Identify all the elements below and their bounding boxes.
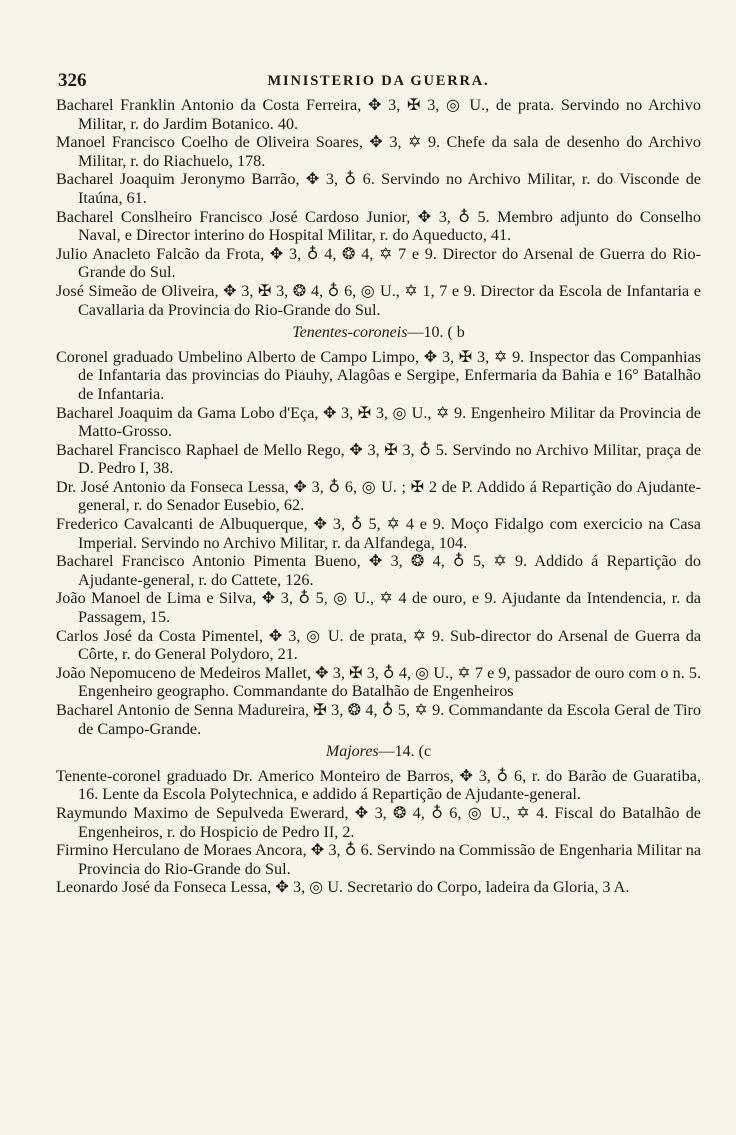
document-page bbox=[56, 68, 701, 897]
list-entry: João Manoel de Lima e Silva, ✥ 3, ♁ 5, ◎ U., ✡ 4 de ouro, e 9. Ajudante da Intendencia, r. da Passagem, 15. bbox=[56, 589, 701, 627]
list-entry: Manoel Francisco Coelho de Oliveira Soares, ✥ 3, ✡ 9. Chefe da sala de desenho do Archivo Militar, r. do Riachuelo, 178. bbox=[56, 133, 701, 170]
entries-section-b bbox=[56, 348, 701, 738]
section-heading-count: —14. (c bbox=[378, 743, 432, 761]
list-entry: José Simeão de Oliveira, ✥ 3, ✠ 3, ❂ 4, ♁ 6, ◎ U., ✡ 1, 7 e 9. Director da Escola de Infantaria e Cavallaria da Provincia do Rio-Grande do Sul. bbox=[56, 281, 701, 319]
list-entry: Frederico Cavalcanti de Albuquerque, ✥ 3, ♁ 5, ✡ 4 e 9. Moço Fidalgo com exercicio na Casa Imperial. Servindo no Archivo Militar, r. da Alfandega, 104. bbox=[56, 515, 701, 552]
section-heading-majores bbox=[56, 743, 701, 762]
list-entry: Bacharel Conslheiro Francisco José Cardoso Junior, ✥ 3, ♁ 5. Membro adjunto do Conselho Naval, e Director interino do Hospital Militar, r. do Aqueducto, 41. bbox=[56, 207, 701, 245]
section-heading-count: —10. ( b bbox=[407, 324, 465, 342]
list-entry: Julio Anacleto Falcão da Frota, ✥ 3, ♁ 4, ❂ 4, ✡ 7 e 9. Director do Arsenal de Guerra do Rio-Grande do Sul. bbox=[56, 244, 701, 282]
list-entry: Coronel graduado Umbelino Alberto de Campo Limpo, ✥ 3, ✠ 3, ✡ 9. Inspector das Companhias de Infantaria das provincias do Piauhy, Alagôas e Sergipe, Enfermaria da Bahia e 16° Batalhão de Infantaria. bbox=[56, 347, 701, 403]
list-entry: Bacharel Franklin Antonio da Costa Ferreira, ✥ 3, ✠ 3, ◎ U., de prata. Servindo no Archivo Militar, r. do Jardim Botanico. 40. bbox=[56, 96, 701, 133]
section-heading-title: Majores bbox=[325, 743, 379, 761]
list-entry: Carlos José da Costa Pimentel, ✥ 3, ◎ U. de prata, ✡ 9. Sub-director do Arsenal de Guerra da Côrte, r. do General Polydoro, 21. bbox=[56, 626, 701, 664]
page-number: 326 bbox=[58, 70, 87, 91]
list-entry: João Nepomuceno de Medeiros Mallet, ✥ 3, ✠ 3, ♁ 4, ◎ U., ✡ 7 e 9, passador de ouro com o n. 5. Engenheiro geographo. Commandante do Batalhão de Engenheiros bbox=[56, 663, 701, 701]
section-heading-title: Tenentes-coroneis bbox=[292, 324, 408, 342]
list-entry: Dr. José Antonio da Fonseca Lessa, ✥ 3, ♁ 6, ◎ U. ; ✠ 2 de P. Addido á Repartição do Ajudante-general, r. do Senador Eusebio, 62. bbox=[56, 477, 701, 515]
list-entry: Raymundo Maximo de Sepulveda Ewerard, ✥ 3, ❂ 4, ♁ 6, ◎ U., ✡ 4. Fiscal do Batalhão de Engenheiros, r. do Hospicio de Pedro II, 2. bbox=[56, 803, 701, 841]
list-entry: Bacharel Francisco Raphael de Mello Rego, ✥ 3, ✠ 3, ♁ 5. Servindo no Archivo Militar, praça de D. Pedro I, 38. bbox=[56, 440, 701, 478]
list-entry: Bacharel Joaquim Jeronymo Barrão, ✥ 3, ♁ 6. Servindo no Archivo Militar, r. do Visconde de Itaúna, 61. bbox=[56, 170, 701, 207]
running-head bbox=[56, 68, 701, 96]
list-entry: Leonardo José da Fonseca Lessa, ✥ 3, ◎ U. Secretario do Corpo, ladeira da Gloria, 3 A. bbox=[56, 878, 630, 897]
list-entry: Tenente-coronel graduado Dr. Americo Monteiro de Barros, ✥ 3, ♁ 6, r. do Barão de Guaratiba, 16. Lente da Escola Polytechnica, e addido á Repartição de Ajudante-general. bbox=[56, 766, 701, 804]
list-entry: Bacharel Antonio de Senna Madureira, ✠ 3, ❂ 4, ♁ 5, ✡ 9. Commandante da Escola Geral de Tiro de Campo-Grande. bbox=[56, 701, 701, 738]
entries-section-c bbox=[56, 767, 701, 897]
list-entry: Firmino Herculano de Moraes Ancora, ✥ 3, ♁ 6. Servindo na Commissão de Engenharia Militar na Provincia do Rio-Grande do Sul. bbox=[56, 841, 701, 878]
running-title: MINISTERIO DA GUERRA. bbox=[267, 73, 490, 89]
entries-section-a bbox=[56, 96, 701, 319]
section-heading-tenentes-coroneis bbox=[56, 324, 701, 343]
list-entry: Bacharel Joaquim da Gama Lobo d'Eça, ✥ 3, ✠ 3, ◎ U., ✡ 9. Engenheiro Militar da Provincia de Matto-Grosso. bbox=[56, 403, 701, 441]
list-entry: Bacharel Francisco Antonio Pimenta Bueno, ✥ 3, ❂ 4, ♁ 5, ✡ 9. Addido á Repartição do Ajudante-general, r. do Cattete, 126. bbox=[56, 552, 701, 589]
